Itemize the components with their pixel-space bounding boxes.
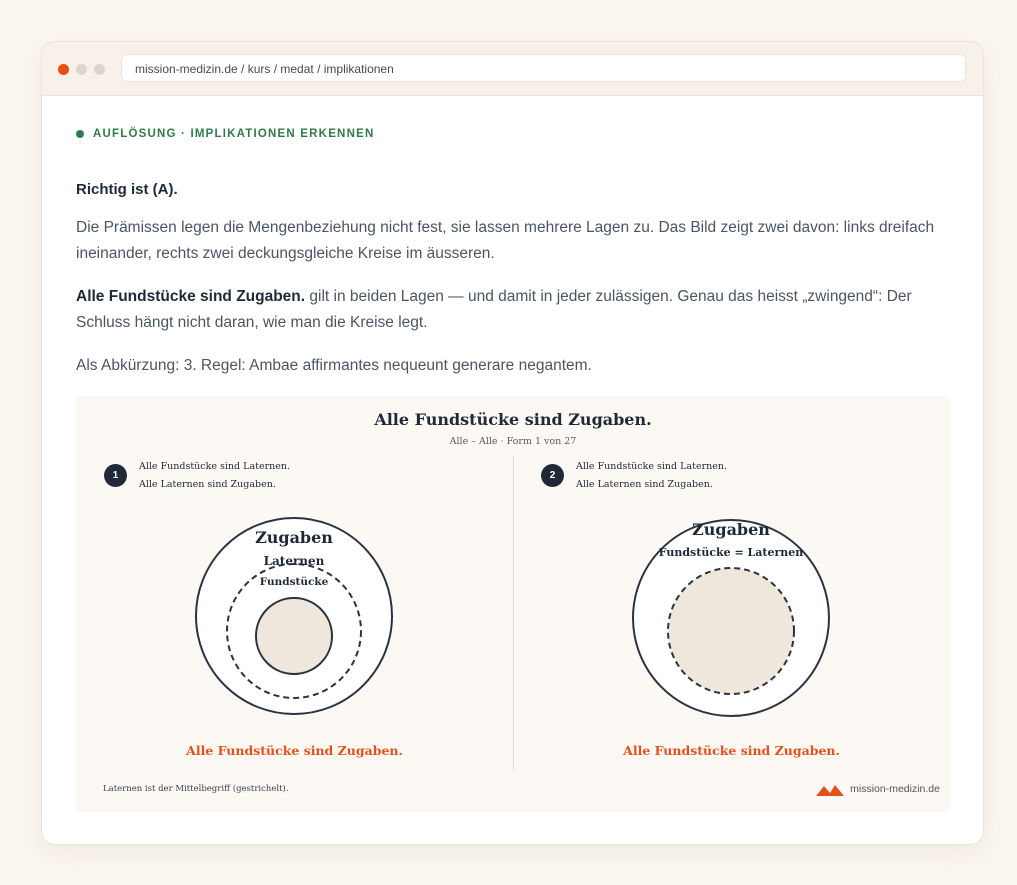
label-zugaben: Zugaben (692, 520, 770, 539)
conclusion-bold: Alle Fundstücke sind Zugaben. (76, 288, 306, 305)
circle-fundstuecke-1 (256, 598, 332, 674)
conclusion-rest: gilt in beiden Lagen — und damit in jeder zulässigen. Genau das heisst „zwingend“: Der Schluss hängt nicht daran, wie man die Kreise legt. (76, 288, 912, 331)
status-dot-icon (76, 130, 84, 138)
address-bar[interactable]: mission-medizin.de / kurs / medat / implikationen (121, 54, 966, 82)
premise-2: Alle Laternen sind Zugaben. (139, 479, 276, 490)
brand-mark (850, 783, 940, 795)
panel-divider (513, 456, 514, 771)
eyebrow-label: AUFLÖSUNG · IMPLIKATIONEN ERKENNEN (93, 128, 375, 140)
title-bar (42, 42, 983, 96)
panel-number-badge: 1 (104, 464, 127, 487)
section-eyebrow (76, 128, 950, 140)
premise-1: Alle Fundstücke sind Laternen. (139, 461, 290, 472)
panel-conclusion: Alle Fundstücke sind Zugaben. (186, 743, 403, 758)
label-laternen: Laternen (263, 554, 325, 568)
venn-figure (76, 396, 950, 812)
figure-title: Alle Fundstücke sind Zugaben. (374, 410, 652, 429)
panel-number-badge: 2 (541, 464, 564, 487)
minimize-dot-icon[interactable] (76, 64, 87, 75)
brand-name: mission-medizin.de (850, 783, 940, 795)
premise-1: Alle Fundstücke sind Laternen. (576, 461, 727, 472)
maximize-dot-icon[interactable] (94, 64, 105, 75)
close-dot-icon[interactable] (58, 64, 69, 75)
circle-fundstuecke-laternen-2 (668, 568, 794, 694)
figure-footnote: Laternen ist der Mittelbegriff (gestrichelt). (103, 784, 289, 794)
figure-subtitle: Alle – Alle · Form 1 von 27 (449, 436, 577, 447)
answer-heading: Richtig ist (A). (76, 181, 178, 198)
panel-premises (576, 458, 727, 494)
premise-2: Alle Laternen sind Zugaben. (576, 479, 713, 490)
paragraph-explanation: Die Prämissen legen die Mengenbeziehung nicht fest, sie lassen mehrere Lagen zu. Das Bild zeigt zwei davon: links dreifach ineinander, rechts zwei deckungsgleiche Kreise im äusseren. (76, 219, 935, 262)
panel-conclusion: Alle Fundstücke sind Zugaben. (623, 743, 840, 758)
browser-window (41, 41, 984, 845)
panel-premises (139, 458, 290, 494)
main-content (76, 95, 950, 379)
paragraph-shortcut: Als Abkürzung: 3. Regel: Ambae affirmantes nequeunt generare negantem. (76, 357, 592, 374)
label-fundstuecke-laternen: Fundstücke = Laternen (658, 546, 804, 559)
label-zugaben: Zugaben (255, 528, 333, 547)
label-fundstuecke: Fundstücke (259, 576, 329, 588)
paragraph-conclusion (76, 284, 950, 336)
brand-logo-icon (816, 785, 844, 796)
